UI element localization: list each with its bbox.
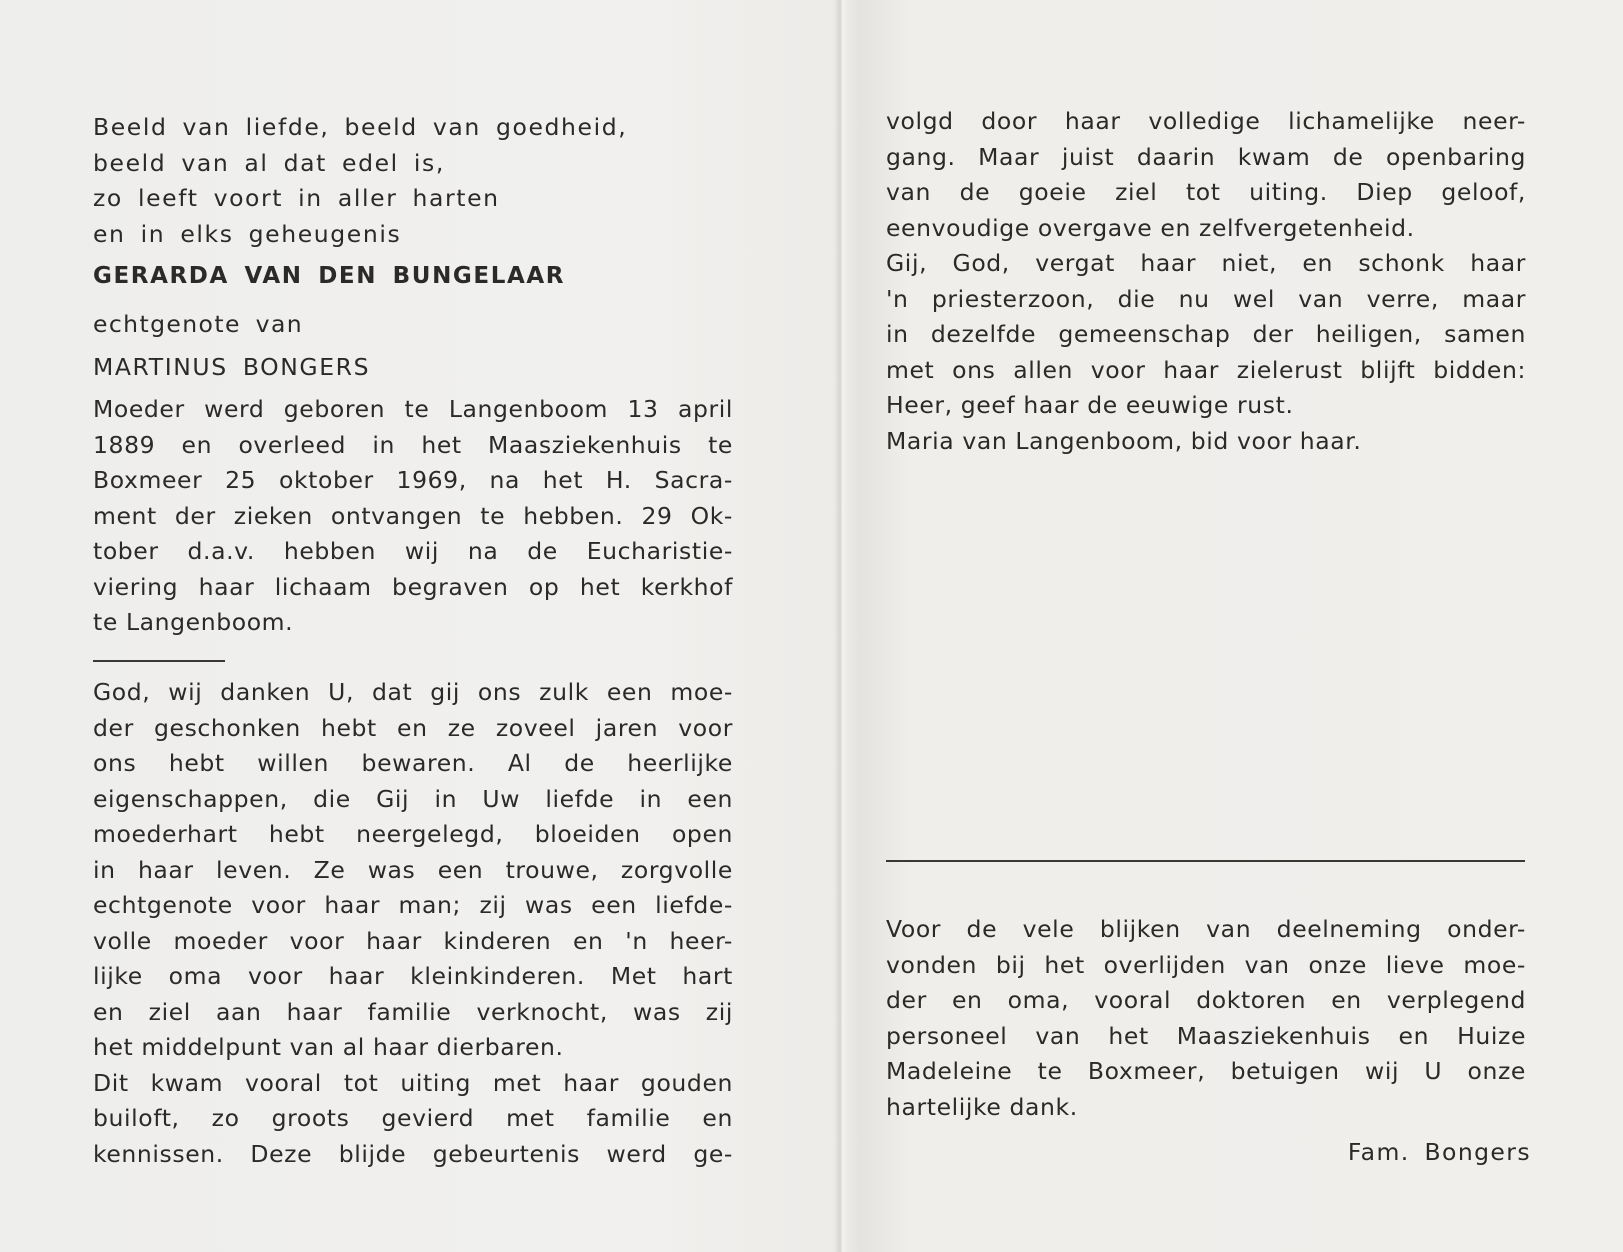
text-line: tober d.a.v. hebben wij na de Eucharistie- (93, 537, 733, 565)
text-line: Dit kwam vooral tot uiting met haar gouden (93, 1068, 733, 1097)
text-line: en ziel aan haar familie verknocht, was zij (93, 997, 733, 1026)
text-line: moederhart hebt neergelegd, bloeiden open (93, 820, 733, 848)
section-divider (886, 860, 1525, 862)
family-signature: Fam. Bongers (1347, 1138, 1531, 1166)
text-line: personeel van het Maasziekenhuis en Huize (886, 1021, 1526, 1050)
text-line: volgd door haar volledige lichamelijke neer- (886, 107, 1526, 135)
text-line: Boxmeer 25 oktober 1969, na het H. Sacra- (93, 466, 733, 494)
text-line: Moeder werd geboren te Langenboom 13 april (93, 395, 733, 423)
prayer-paragraph (93, 675, 733, 1172)
text-line: der en oma, vooral doktoren en verplegend (886, 986, 1526, 1014)
deceased-name: GERARDA VAN DEN BUNGELAAR (93, 263, 566, 289)
text-line: gang. Maar juist daarin kwam de openbaring (886, 142, 1526, 171)
memorial-verse (93, 110, 627, 252)
right-page (848, 0, 1623, 1252)
text-line: God, wij danken U, dat gij ons zulk een moe- (93, 678, 733, 706)
text-line: ons hebt willen bewaren. Al de heerlijke (93, 749, 733, 777)
text-line: in haar leven. Ze was een trouwe, zorgvolle (93, 855, 733, 884)
spouse-name: MARTINUS BONGERS (93, 353, 371, 381)
verse-line: en in elks geheugenis (93, 219, 402, 248)
text-line: ment der zieken ontvangen te hebben. 29 Ok- (93, 501, 733, 530)
section-divider (93, 660, 225, 662)
text-line: van de goeie ziel tot uiting. Diep geloof, (886, 178, 1526, 206)
text-line: kennissen. Deze blijde gebeurtenis werd ge- (93, 1139, 733, 1168)
text-line: Voor de vele blijken van deelneming onder- (886, 915, 1526, 943)
card-fold (834, 0, 848, 1252)
continuation-paragraph (886, 104, 1526, 459)
text-line: builoft, zo groots gevierd met familie en (93, 1104, 733, 1132)
spouse-label: echtgenote van (93, 310, 304, 338)
text-line: Gij, God, vergat haar niet, en schonk haar (886, 249, 1526, 277)
text-line: te Langenboom. (93, 608, 294, 636)
text-line: hartelijke dank. (886, 1092, 1078, 1121)
text-line: echtgenote voor haar man; zij was een liefde- (93, 891, 733, 919)
text-line: 1889 en overleed in het Maasziekenhuis te (93, 430, 733, 459)
text-line: Heer, geef haar de eeuwige rust. (886, 391, 1294, 419)
verse-line: beeld van al dat edel is, (93, 148, 445, 177)
text-line: 'n priesterzoon, die nu wel van verre, maar (886, 284, 1526, 313)
text-line: Maria van Langenboom, bid voor haar. (886, 426, 1362, 455)
biography-paragraph (93, 392, 733, 641)
verse-line: Beeld van liefde, beeld van goedheid, (93, 113, 628, 141)
text-line: Madeleine te Boxmeer, betuigen wij U onze (886, 1057, 1526, 1085)
thanks-paragraph (886, 912, 1526, 1125)
text-line: vonden bij het overlijden van onze lieve moe- (886, 950, 1526, 979)
verse-line: zo leeft voort in aller harten (93, 184, 500, 212)
text-line: der geschonken hebt en ze zoveel jaren voor (93, 713, 733, 742)
text-line: viering haar lichaam begraven op het kerkhof (93, 572, 733, 601)
text-line: het middelpunt van al haar dierbaren. (93, 1033, 564, 1061)
text-line: eenvoudige overgave en zelfvergetenheid. (886, 213, 1415, 242)
text-line: met ons allen voor haar zielerust blijft bidden: (886, 355, 1526, 384)
text-line: volle moeder voor haar kinderen en 'n heer- (93, 926, 733, 955)
text-line: lijke oma voor haar kleinkinderen. Met hart (93, 962, 733, 990)
text-line: in dezelfde gemeenschap der heiligen, samen (886, 320, 1526, 348)
text-line: eigenschappen, die Gij in Uw liefde in een (93, 784, 733, 813)
